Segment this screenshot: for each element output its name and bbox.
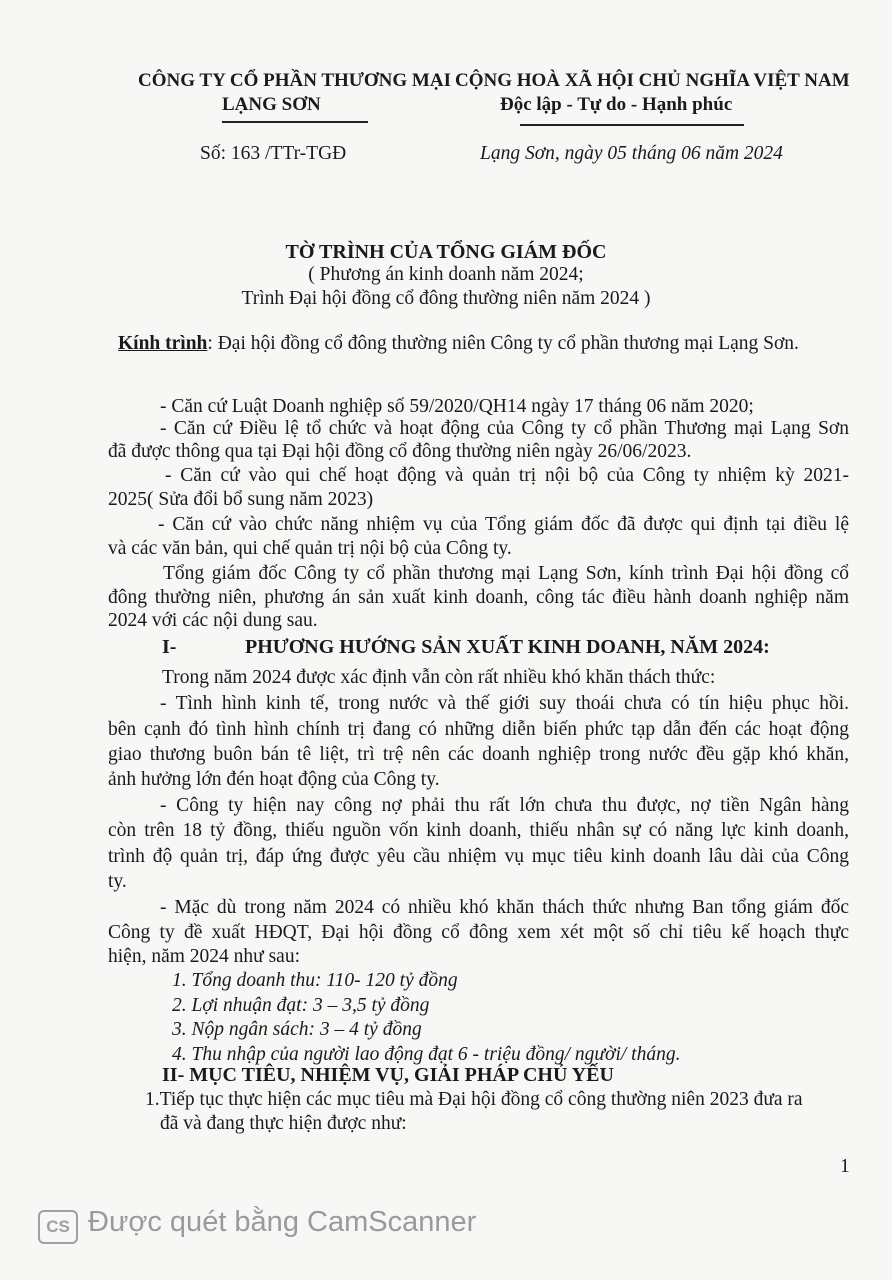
addressee <box>118 333 799 355</box>
target-item: 4. Thu nhập của người lao động đạt 6 - triệu đồng/ người/ tháng. <box>172 1044 681 1065</box>
section-1-heading: PHƯƠNG HƯỚNG SẢN XUẤT KINH DOANH, NĂM 2024: <box>245 636 770 658</box>
target-item: 1. Tổng doanh thu: 110- 120 tỷ đồng <box>172 970 458 991</box>
page-number: 1 <box>840 1156 850 1177</box>
target-item: 2. Lợi nhuận đạt: 3 – 3,5 tỷ đồng <box>172 995 430 1016</box>
place-and-date: Lạng Sơn, ngày 05 tháng 06 năm 2024 <box>480 143 783 164</box>
company-name-line2: LẠNG SƠN <box>222 94 321 115</box>
basis-2-line2: đã được thông qua tại Đại hội đồng cổ đông thường niên ngày 26/06/2023. <box>108 441 692 462</box>
document-subtitle-line1: ( Phương án kinh doanh năm 2024; <box>308 264 584 285</box>
section-1-para-3-line4: ty. <box>108 871 127 892</box>
addressee-label: Kính trình <box>118 333 208 354</box>
camscanner-watermark: Được quét bằng CamScanner <box>88 1206 477 1238</box>
section-2-heading: II- MỤC TIÊU, NHIỆM VỤ, GIẢI PHÁP CHỦ YẾU <box>162 1064 614 1086</box>
section-1-para-1: Trong năm 2024 được xác định vẫn còn rất nhiều khó khăn thách thức: <box>162 667 716 688</box>
nation-motto: Độc lập - Tự do - Hạnh phúc <box>500 94 733 115</box>
document-number: Số: 163 /TTr-TGĐ <box>200 143 347 164</box>
section-1-number: I- <box>162 636 177 658</box>
section-1-para-2-line4: ảnh hưởng lớn đén hoạt động của Công ty. <box>108 769 440 790</box>
company-underline <box>222 121 368 123</box>
basis-3-line2: 2025( Sửa đổi bổ sung năm 2023) <box>108 489 374 510</box>
section-1-para-4-line3: hiện, năm 2024 như sau: <box>108 946 301 967</box>
section-1-para-3-line1: - Công ty hiện nay công nợ phải thu rất lớn chưa thu được, nợ tiền Ngân hàng <box>160 795 849 816</box>
intro-line2: đông thường niên, phương án sản xuất kinh doanh, công tác điều hành doanh nghiệp năm <box>108 587 849 608</box>
section-1-para-3-line3: trình độ quản trị, đáp ứng được yêu cầu nhiệm vụ mục tiêu kinh doanh lâu dài của Công <box>108 846 849 867</box>
section-1-para-2-line3: giao thương buôn bán tê liệt, trì trệ nên các doanh nghiệp trong nước đều gặp khó khăn, <box>108 744 849 765</box>
nation-title: CỘNG HOÀ XÃ HỘI CHỦ NGHĨA VIỆT NAM <box>455 70 850 91</box>
camscanner-logo-icon: CS <box>38 1210 78 1244</box>
basis-4-line1: - Căn cứ vào chức năng nhiệm vụ của Tổng giám đốc đã được qui định tại điều lệ <box>158 514 849 535</box>
company-name-line1: CÔNG TY CỔ PHẦN THƯƠNG MẠI <box>138 70 451 91</box>
section-1-para-2-line1: - Tình hình kinh tế, trong nước và thế giới suy thoái chưa có tín hiệu phục hồi. <box>160 693 849 714</box>
section-1-para-3-line2: còn trên 18 tỷ đồng, thiếu nguồn vốn kinh doanh, thiếu nhân sự có năng lực kinh doanh, <box>108 820 849 841</box>
addressee-text: : Đại hội đồng cổ đông thường niên Công ty cổ phần thương mại Lạng Sơn. <box>207 333 799 354</box>
basis-1: - Căn cứ Luật Doanh nghiệp số 59/2020/QH14 ngày 17 tháng 06 năm 2020; <box>160 396 754 417</box>
section-1-para-4-line1: - Mặc dù trong năm 2024 có nhiều khó khăn thách thức nhưng Ban tổng giám đốc <box>160 897 849 918</box>
target-item: 3. Nộp ngân sách: 3 – 4 tỷ đồng <box>172 1019 422 1040</box>
section-2-item-1-line2: đã và đang thực hiện được như: <box>160 1113 407 1134</box>
intro-line3: 2024 với các nội dung sau. <box>108 610 318 631</box>
motto-underline <box>520 124 744 126</box>
section-1-para-2-line2: bên cạnh đó tình hình chính trị đang có những diễn biến phức tạp dẫn đến các hoạt động <box>108 719 849 740</box>
section-1-para-4-line2: Công ty đề xuất HĐQT, Đại hội đồng cổ đông xem xét một số chỉ tiêu kế hoạch thực <box>108 922 849 943</box>
basis-3-line1: - Căn cứ vào qui chế hoạt động và quản trị nội bộ của Công ty nhiệm kỳ 2021- <box>165 465 849 486</box>
document-subtitle-line2: Trình Đại hội đồng cổ đông thường niên năm 2024 ) <box>241 288 651 309</box>
intro-line1: Tổng giám đốc Công ty cổ phần thương mại Lạng Sơn, kính trình Đại hội đồng cổ <box>163 563 849 584</box>
basis-2-line1: - Căn cứ Điều lệ tổ chức và hoạt động của Công ty cổ phần Thương mại Lạng Sơn <box>160 418 849 439</box>
document-title: TỜ TRÌNH CỦA TỔNG GIÁM ĐỐC <box>285 241 607 263</box>
basis-4-line2: và các văn bản, qui chế quản trị nội bộ của Công ty. <box>108 538 512 559</box>
section-2-item-1-line1: 1.Tiếp tục thực hiện các mục tiêu mà Đại hội đồng cổ công thường niên 2023 đưa ra <box>145 1089 803 1110</box>
